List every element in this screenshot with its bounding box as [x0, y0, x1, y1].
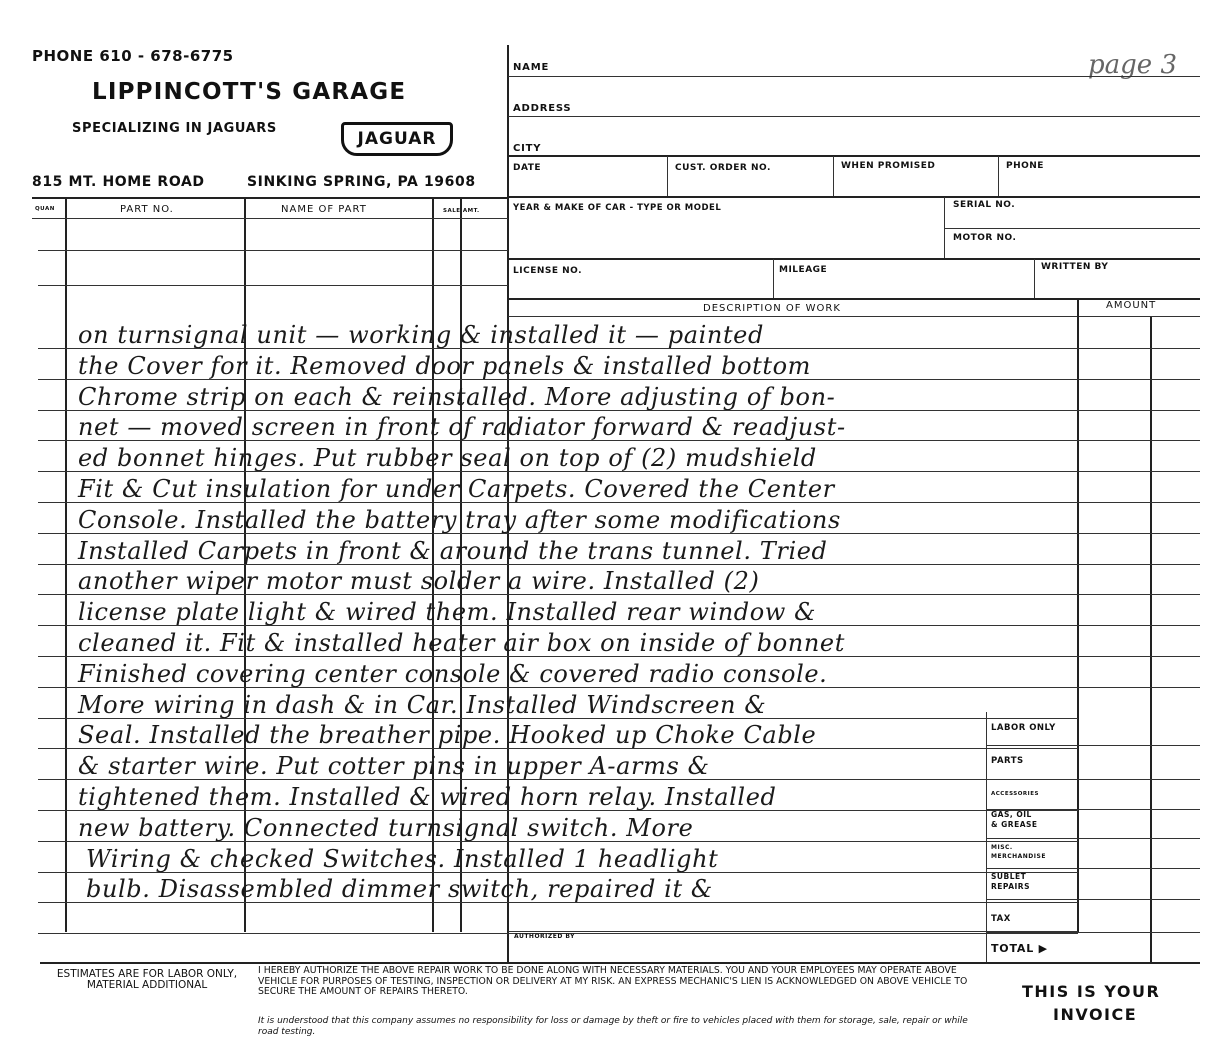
label-mileage: MILEAGE: [779, 265, 828, 275]
ruled-line: [38, 718, 1078, 719]
ruled-line: [38, 656, 1200, 657]
description-header: DESCRIPTION OF WORK: [703, 303, 841, 314]
label-repairs: REPAIRS: [991, 882, 1030, 891]
work-line: Seal. Installed the breather pipe. Hooked up Choke Cable: [78, 721, 817, 750]
phone-number: PHONE 610 - 678-6775: [32, 47, 234, 65]
totals-row-rule: [986, 868, 1200, 869]
rule-date-row: [508, 196, 1200, 198]
label-labor-only: LABOR ONLY: [991, 723, 1056, 733]
col-name-header: NAME OF PART: [281, 204, 367, 215]
work-line: Finished covering center console & covered radio console.: [78, 659, 828, 688]
divider-serial: [944, 197, 945, 258]
street-address: 815 MT. HOME ROAD: [32, 174, 205, 190]
ruled-line: [38, 440, 1200, 441]
frame-bottom: [40, 962, 1200, 964]
label-date: DATE: [513, 163, 542, 173]
label-gas-oil: GAS, OIL: [991, 810, 1032, 819]
label-grease: & GREASE: [991, 820, 1038, 829]
label-cust-order: CUST. ORDER NO.: [675, 163, 771, 173]
page-number-note: page 3: [1088, 50, 1177, 80]
ruled-line: [38, 533, 1200, 534]
work-line: More wiring in dash & in Car. Installed Windscreen &: [78, 690, 767, 719]
label-total: TOTAL ▶: [991, 942, 1048, 955]
label-when-promised: WHEN PROMISED: [841, 161, 936, 171]
amount-col-cents: [1150, 317, 1152, 962]
work-line: Installed Carpets in front & around the trans tunnel. Tried: [78, 536, 828, 565]
rule-license: [508, 298, 1200, 300]
work-line: cleaned it. Fit & installed heater air box on inside of bonnet: [78, 629, 845, 657]
ruled-line: [38, 285, 508, 286]
work-line: & starter wire. Put cotter pins in upper A-arms &: [78, 752, 710, 781]
ruled-line: [38, 625, 1200, 626]
header-rule: [32, 197, 508, 199]
ruled-line: [38, 841, 1078, 842]
work-line: Fit & Cut insulation for under Carpets. Covered the Center: [78, 475, 835, 503]
work-line: the Cover for it. Removed door panels & installed bottom: [78, 351, 812, 380]
invoice-label-line1: THIS IS YOUR: [1022, 982, 1161, 1001]
label-license: LICENSE NO.: [513, 266, 583, 276]
work-line: Wiring & checked Switches. Installed 1 headlight: [86, 844, 719, 873]
label-tax: TAX: [991, 914, 1011, 924]
ruled-line: [38, 902, 1078, 903]
amount-col-left: [1077, 298, 1079, 932]
rule-description: [508, 316, 1200, 317]
label-sublet: SUBLET: [991, 872, 1027, 881]
label-city: CITY: [513, 143, 542, 154]
col-part-no-header: PART NO.: [120, 204, 174, 215]
totals-row-rule: [986, 838, 1200, 839]
business-specialty: SPECIALIZING IN JAGUARS: [72, 121, 277, 136]
ruled-line: [38, 564, 1200, 565]
divider-mileage: [773, 259, 774, 298]
label-parts: PARTS: [991, 756, 1024, 766]
label-motor: MOTOR NO.: [953, 233, 1017, 243]
work-line: bulb. Disassembled dimmer switch, repaired it &: [86, 875, 713, 904]
label-accessories: ACCESSORIES: [991, 791, 1039, 797]
totals-row-rule: [986, 779, 1200, 780]
divider-date: [667, 156, 668, 196]
rule-year-make: [508, 258, 1200, 260]
ruled-line: [38, 810, 1078, 811]
ruled-line: [38, 471, 1200, 472]
work-line: Console. Installed the battery tray after some modifications: [78, 505, 841, 534]
col-qty-header: QUAN: [35, 206, 55, 212]
invoice-label-line2: INVOICE: [1053, 1005, 1138, 1024]
label-misc: MISC.: [991, 844, 1013, 851]
work-line: on turnsignal unit — working & installed it — painted: [78, 321, 764, 349]
jaguar-logo: JAGUAR: [341, 122, 453, 156]
ruled-line: [38, 379, 1200, 380]
divider-cust-order: [833, 156, 834, 196]
rule-city: [508, 155, 1200, 157]
label-authorized-by: AUTHORIZED BY: [514, 933, 576, 940]
work-line: new battery. Connected turnsignal switch. More: [78, 813, 694, 842]
totals-row-rule: [986, 745, 1200, 746]
label-written-by: WRITTEN BY: [1041, 262, 1109, 272]
business-name: LIPPINCOTT'S GARAGE: [92, 79, 407, 105]
rule-address: [508, 116, 1200, 117]
authorization-text: I HEREBY AUTHORIZE THE ABOVE REPAIR WORK TO BE DONE ALONG WITH NECESSARY MATERIALS. YOU AND YOUR EMPLOYEES MAY OPERATE ABOVE VEHICLE FOR PURPOSES OF TESTING, INSPECTION OR DELIVERY AT MY RISK. AN EXPRESS MECHANIC'S LIEN IS ACKNOWLEDGED ON ABOVE VEHICLE TO SECURE THE AMOUNT OF REPAIRS THERETO.: [258, 965, 968, 997]
parts-header-rule: [32, 218, 508, 219]
estimates-note: ESTIMATES ARE FOR LABOR ONLY, MATERIAL ADDITIONAL: [56, 968, 238, 991]
totals-row-rule: [986, 932, 1200, 933]
ruled-line: [38, 348, 1200, 349]
rule-name: [508, 76, 1200, 77]
parts-col-qty: [65, 198, 67, 932]
amount-header: AMOUNT: [1106, 300, 1157, 311]
label-year-make: YEAR & MAKE OF CAR - TYPE OR MODEL: [513, 203, 722, 213]
ruled-line: [38, 594, 1200, 595]
divider-promised: [998, 156, 999, 196]
ruled-line: [38, 872, 1078, 873]
ruled-line: [38, 502, 1200, 503]
ruled-line: [38, 410, 1200, 411]
col-sale-header: SALE AMT.: [443, 208, 480, 214]
rule-authorized: [508, 931, 1078, 932]
label-merchandise: MERCHANDISE: [991, 853, 1046, 860]
liability-text: It is understood that this company assumes no responsibility for loss or damage by theft or fire to vehicles placed with them for storage, sale, repair or while road testing.: [258, 1016, 968, 1037]
work-line: another wiper motor must solder a wire. Installed (2): [78, 567, 760, 596]
label-address: ADDRESS: [513, 103, 572, 114]
divider-written-by: [1034, 259, 1035, 298]
totals-row-rule: [986, 899, 1200, 900]
ruled-line: [38, 250, 508, 251]
totals-label-col: [986, 712, 987, 962]
label-serial: SERIAL NO.: [953, 200, 1016, 210]
label-name: NAME: [513, 62, 550, 73]
city-state-zip: SINKING SPRING, PA 19608: [247, 174, 476, 190]
rule-serial: [945, 228, 1200, 229]
ruled-line: [38, 779, 1078, 780]
label-phone: PHONE: [1006, 161, 1044, 171]
work-line: tightened them. Installed & wired horn relay. Installed: [78, 783, 777, 811]
work-line: license plate light & wired them. Installed rear window &: [78, 598, 817, 627]
work-line: ed bonnet hinges. Put rubber seal on top of (2) mudshield: [78, 444, 817, 473]
ruled-line: [38, 748, 1078, 749]
work-line: Chrome strip on each & reinstalled. More adjusting of bon-: [78, 382, 836, 411]
work-line: net — moved screen in front of radiator forward & readjust-: [78, 413, 846, 442]
ruled-line: [38, 687, 1200, 688]
